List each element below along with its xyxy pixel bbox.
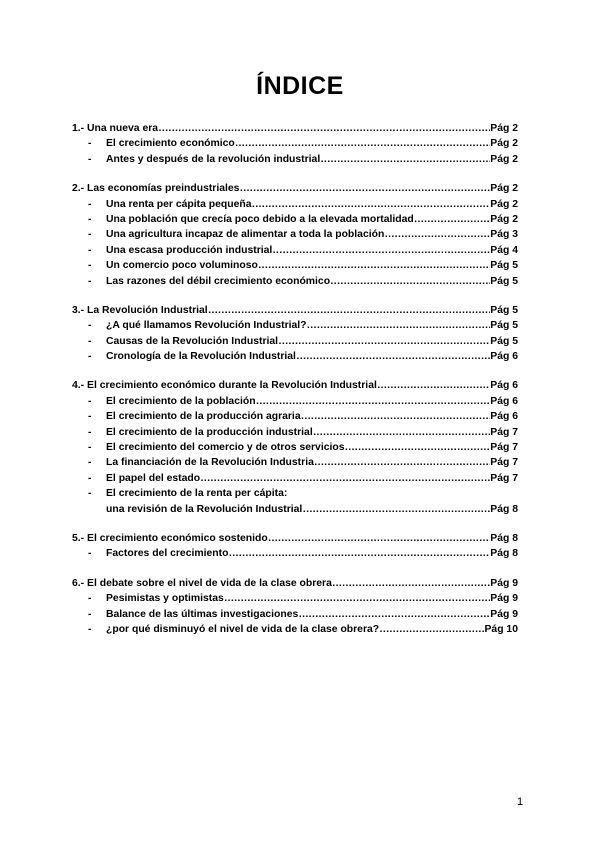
toc-page-ref: Pág 7 bbox=[490, 472, 518, 484]
toc-heading-label: 5.- El crecimiento económico sostenido bbox=[72, 532, 268, 544]
toc-heading[interactable] bbox=[72, 121, 518, 136]
dot-leader bbox=[345, 440, 491, 455]
toc-heading-label: 4.- El crecimiento económico durante la Revolución Industrial bbox=[72, 380, 377, 392]
toc-entry[interactable] bbox=[72, 212, 518, 227]
toc-heading-label: 6.- El debate sobre el nivel de vida de la clase obrera bbox=[72, 577, 332, 589]
toc-entry-label: Balance de las últimas investigaciones bbox=[106, 608, 299, 620]
toc-entry-label: El crecimiento de la población bbox=[106, 395, 256, 407]
dot-leader bbox=[235, 136, 490, 151]
toc-heading-label: 3.- La Revolución Industrial bbox=[72, 304, 208, 316]
toc-heading[interactable] bbox=[72, 531, 518, 546]
dot-leader bbox=[278, 334, 490, 349]
toc-page-ref: Pág 3 bbox=[490, 229, 518, 241]
page-title: ÍNDICE bbox=[256, 72, 344, 100]
toc-entry-label: La financiación de la Revolución Industria bbox=[106, 457, 314, 469]
toc-entry[interactable] bbox=[72, 334, 518, 349]
toc-entry-label: El crecimiento de la producción industrial bbox=[106, 426, 313, 438]
toc-entry[interactable] bbox=[72, 425, 518, 440]
toc-entry-label: El crecimiento de la producción agraria bbox=[106, 411, 301, 423]
dot-leader bbox=[332, 576, 490, 591]
toc-page-ref: Pág 2 bbox=[490, 138, 518, 150]
toc-page-ref: Pág 2 bbox=[490, 123, 518, 134]
toc-page-ref: Pág 9 bbox=[490, 608, 518, 620]
dot-leader bbox=[384, 227, 490, 242]
toc-page-ref: Pág 2 bbox=[490, 198, 518, 210]
bullet-dash: - bbox=[88, 335, 92, 347]
dot-leader bbox=[208, 303, 491, 318]
toc-entry-label-continuation: una revisión de la Revolución Industrial bbox=[106, 503, 303, 515]
toc-page-ref: Pág 7 bbox=[490, 457, 518, 469]
toc-entry-label: Antes y después de la revolución industrial bbox=[106, 153, 321, 165]
toc-heading-label: 2.- Las economías preindustriales bbox=[72, 183, 240, 195]
dot-leader bbox=[330, 274, 490, 289]
toc-entry-label: Una renta per cápita pequeña bbox=[106, 198, 252, 210]
bullet-dash: - bbox=[88, 244, 92, 256]
toc-page-ref: Pág 9 bbox=[490, 593, 518, 605]
bullet-dash: - bbox=[88, 442, 92, 454]
toc-heading[interactable] bbox=[72, 378, 518, 393]
bullet-dash: - bbox=[88, 411, 92, 423]
toc-entry[interactable] bbox=[72, 227, 518, 242]
toc-entry-label: Una escasa producción industrial bbox=[106, 244, 273, 256]
toc-page-ref: Pág 5 bbox=[490, 304, 518, 316]
dot-leader bbox=[239, 181, 490, 196]
bullet-dash: - bbox=[88, 426, 92, 438]
toc-entry-label: Causas de la Revolución Industrial bbox=[106, 335, 279, 347]
dot-leader bbox=[307, 318, 491, 333]
toc-entry-label: El crecimiento de la renta per cápita: bbox=[106, 488, 288, 500]
toc-page-ref: Pág 2 bbox=[490, 213, 518, 225]
bullet-dash: - bbox=[88, 395, 92, 407]
dot-leader bbox=[252, 197, 491, 212]
bullet-dash: - bbox=[88, 198, 92, 210]
bullet-dash: - bbox=[88, 213, 92, 225]
toc-entry-label: El papel del estado bbox=[106, 472, 201, 484]
toc-section-2 bbox=[72, 181, 518, 289]
bullet-dash: - bbox=[88, 623, 92, 635]
toc-page-ref: Pág 2 bbox=[490, 153, 518, 165]
toc-entry[interactable] bbox=[72, 486, 518, 501]
toc-entry[interactable] bbox=[72, 349, 518, 364]
bullet-dash: - bbox=[88, 153, 92, 165]
toc-page-ref: Pág 5 bbox=[490, 275, 518, 287]
dot-leader bbox=[272, 243, 490, 258]
bullet-dash: - bbox=[88, 593, 92, 605]
dot-leader bbox=[228, 546, 490, 561]
dot-leader bbox=[414, 212, 491, 227]
dot-leader bbox=[302, 502, 490, 517]
toc-page-ref: Pág 7 bbox=[490, 426, 518, 438]
dot-leader bbox=[379, 622, 484, 637]
toc-entry[interactable] bbox=[72, 455, 518, 470]
bullet-dash: - bbox=[88, 138, 92, 150]
toc-heading[interactable] bbox=[72, 303, 518, 318]
dot-leader bbox=[268, 531, 491, 546]
toc-entry[interactable] bbox=[72, 440, 518, 455]
toc-entry-label: Las razones del débil crecimiento económico bbox=[106, 275, 331, 287]
toc-entry-label: Una agricultura incapaz de alimentar a toda la población bbox=[106, 229, 385, 241]
toc-entry[interactable] bbox=[72, 318, 518, 333]
bullet-dash: - bbox=[88, 608, 92, 620]
toc-heading-label: 1.- Una nueva era bbox=[72, 123, 159, 134]
toc-entry-label: ¿A qué llamamos Revolución Industrial? bbox=[106, 320, 307, 332]
bullet-dash: - bbox=[88, 320, 92, 332]
dot-leader bbox=[313, 425, 491, 440]
toc-entry[interactable] bbox=[72, 243, 518, 258]
dot-leader bbox=[256, 394, 491, 409]
dot-leader bbox=[298, 607, 490, 622]
dot-leader bbox=[320, 152, 490, 167]
table-of-contents bbox=[72, 121, 518, 651]
toc-page-ref: Pág 8 bbox=[490, 548, 518, 560]
toc-entry[interactable] bbox=[72, 591, 518, 606]
toc-entry-label: ¿por qué disminuyó el nivel de vida de la clase obrera? bbox=[106, 623, 380, 635]
toc-page-ref: Pág 4 bbox=[490, 244, 518, 256]
toc-entry[interactable] bbox=[72, 471, 518, 486]
toc-entry[interactable] bbox=[72, 136, 518, 151]
toc-entry[interactable] bbox=[72, 607, 518, 622]
toc-page-ref: Pág 6 bbox=[490, 351, 518, 363]
toc-page-ref: Pág 9 bbox=[490, 577, 518, 589]
dot-leader bbox=[296, 349, 490, 364]
toc-page-ref: Pág 5 bbox=[490, 320, 518, 332]
toc-entry[interactable] bbox=[72, 546, 518, 561]
dot-leader bbox=[301, 409, 491, 424]
toc-section-3 bbox=[72, 303, 518, 365]
toc-section-6 bbox=[72, 576, 518, 638]
dot-leader bbox=[200, 471, 490, 486]
toc-entry-label: Un comercio poco voluminoso bbox=[106, 260, 258, 272]
bullet-dash: - bbox=[88, 488, 92, 500]
toc-entry-label: Pesimistas y optimistas bbox=[106, 593, 224, 605]
toc-entry[interactable] bbox=[72, 274, 518, 289]
toc-entry-label: El crecimiento del comercio y de otros servicios bbox=[106, 442, 345, 454]
toc-page-ref: Pág 2 bbox=[490, 183, 518, 195]
toc-page-ref: Pág 7 bbox=[490, 442, 518, 454]
dot-leader bbox=[158, 121, 490, 136]
bullet-dash: - bbox=[88, 275, 92, 287]
toc-entry[interactable] bbox=[72, 622, 518, 637]
toc-entry[interactable] bbox=[72, 152, 518, 167]
toc-entry-label: El crecimiento económico bbox=[106, 138, 235, 150]
dot-leader bbox=[377, 378, 490, 393]
toc-entry-label: Una población que crecía poco debido a la elevada mortalidad bbox=[106, 213, 414, 225]
toc-heading[interactable] bbox=[72, 576, 518, 591]
bullet-dash: - bbox=[88, 260, 92, 272]
bullet-dash: - bbox=[88, 457, 92, 469]
toc-page-ref: Pág 6 bbox=[490, 395, 518, 407]
toc-page-ref: Pág 5 bbox=[490, 335, 518, 347]
toc-page-ref: Pág 5 bbox=[490, 260, 518, 272]
toc-page-ref: Pág 6 bbox=[490, 380, 518, 392]
toc-page-ref: Pág 10 bbox=[484, 623, 518, 635]
toc-heading[interactable] bbox=[72, 181, 518, 196]
bullet-dash: - bbox=[88, 472, 92, 484]
bullet-dash: - bbox=[88, 351, 92, 363]
dot-leader bbox=[258, 258, 490, 273]
toc-entry[interactable] bbox=[72, 197, 518, 212]
toc-section-1 bbox=[72, 121, 518, 167]
toc-entry-continuation[interactable] bbox=[72, 502, 518, 517]
bullet-dash: - bbox=[88, 548, 92, 560]
toc-entry[interactable] bbox=[72, 409, 518, 424]
toc-page-ref: Pág 8 bbox=[490, 503, 518, 515]
toc-page-ref: Pág 6 bbox=[490, 411, 518, 423]
toc-entry-label: Cronología de la Revolución Industrial bbox=[106, 351, 296, 363]
bullet-dash: - bbox=[88, 229, 92, 241]
dot-leader bbox=[314, 455, 490, 470]
toc-section-5 bbox=[72, 531, 518, 562]
toc-page-ref: Pág 8 bbox=[490, 532, 518, 544]
page-number: 1 bbox=[517, 796, 524, 808]
toc-entry[interactable] bbox=[72, 258, 518, 273]
toc-entry-label: Factores del crecimiento bbox=[106, 548, 229, 560]
toc-entry[interactable] bbox=[72, 394, 518, 409]
toc-section-4 bbox=[72, 378, 518, 517]
dot-leader bbox=[224, 591, 490, 606]
